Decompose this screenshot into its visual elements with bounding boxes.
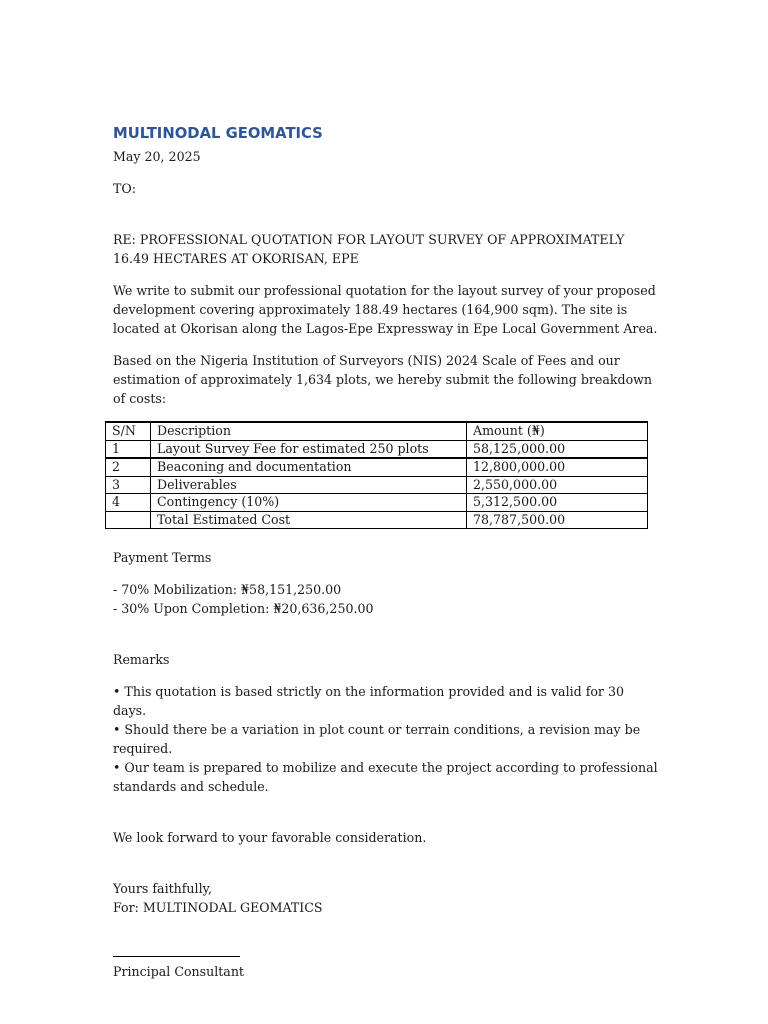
remark-item: • Should there be a variation in plot count or terrain conditions, a revision may be required. bbox=[113, 722, 641, 756]
payment-item: - 70% Mobilization: ₦58,151,250.00 bbox=[113, 582, 342, 597]
signature-line bbox=[113, 943, 658, 962]
closing-statement: We look forward to your favorable consideration. bbox=[113, 830, 427, 845]
row-sn: 4 bbox=[106, 494, 151, 512]
table-row bbox=[106, 494, 648, 512]
signatory-title: Principal Consultant bbox=[113, 964, 244, 979]
subject-line: RE: PROFESSIONAL QUOTATION FOR LAYOUT SURVEY OF APPROXIMATELY 16.49 HECTARES AT OKORISAN, EPE bbox=[113, 232, 625, 266]
row-amount: 12,800,000.00 bbox=[467, 458, 648, 476]
row-amount: 78,787,500.00 bbox=[467, 511, 648, 529]
row-sn: 1 bbox=[106, 440, 151, 458]
row-sn bbox=[106, 511, 151, 529]
row-amount: 2,550,000.00 bbox=[467, 476, 648, 494]
row-description: Total Estimated Cost bbox=[151, 511, 467, 529]
recipient-label: TO: bbox=[113, 181, 136, 196]
intro-paragraph: We write to submit our professional quotation for the layout survey of your proposed development covering approximately 188.49 hectares (164,900 sqm). The site is located at Okorisan along the Lagos-Epe Expressway in Epe Local Government Area. bbox=[113, 283, 658, 336]
sign-off-line: Yours faithfully, bbox=[113, 881, 213, 896]
cost-breakdown-table bbox=[105, 421, 648, 529]
company-name: MULTINODAL GEOMATICS bbox=[113, 125, 323, 142]
remark-item: • This quotation is based strictly on the information provided and is valid for 30 days. bbox=[113, 684, 624, 718]
row-description: Layout Survey Fee for estimated 250 plots bbox=[151, 440, 467, 458]
row-description: Contingency (10%) bbox=[151, 494, 467, 512]
header-description: Description bbox=[151, 422, 467, 440]
row-sn: 3 bbox=[106, 476, 151, 494]
header-sn: S/N bbox=[106, 422, 151, 440]
row-description: Beaconing and documentation bbox=[151, 458, 467, 476]
table-total-row bbox=[106, 511, 648, 529]
table-header-row bbox=[106, 422, 648, 440]
row-amount: 58,125,000.00 bbox=[467, 440, 648, 458]
header-amount: Amount (₦) bbox=[467, 422, 648, 440]
remarks-heading: Remarks bbox=[113, 652, 170, 667]
row-sn: 2 bbox=[106, 458, 151, 476]
row-amount: 5,312,500.00 bbox=[467, 494, 648, 512]
remark-item: • Our team is prepared to mobilize and execute the project according to professional standards and schedule. bbox=[113, 760, 658, 794]
table-row bbox=[106, 476, 648, 494]
letter-date: May 20, 2025 bbox=[113, 149, 201, 164]
remarks-list bbox=[113, 682, 658, 796]
table-row bbox=[106, 458, 648, 476]
sign-off-block bbox=[113, 879, 658, 981]
payment-terms-heading: Payment Terms bbox=[113, 550, 212, 565]
payment-terms-list bbox=[113, 580, 658, 618]
row-description: Deliverables bbox=[151, 476, 467, 494]
payment-item: - 30% Upon Completion: ₦20,636,250.00 bbox=[113, 601, 374, 616]
table-row bbox=[106, 440, 648, 458]
sign-off-company: For: MULTINODAL GEOMATICS bbox=[113, 900, 323, 915]
basis-paragraph: Based on the Nigeria Institution of Surveyors (NIS) 2024 Scale of Fees and our estimation of approximately 1,634 plots, we hereby submit the following breakdown of costs: bbox=[113, 353, 653, 406]
